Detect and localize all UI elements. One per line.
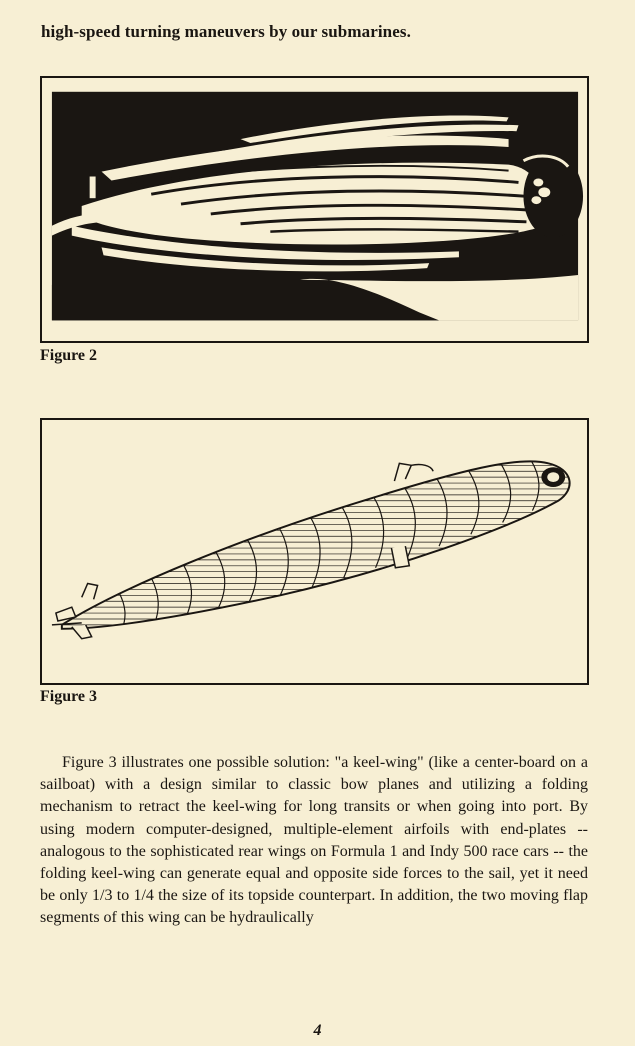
figure-2-caption: Figure 2 — [40, 347, 98, 364]
figure-2-image — [40, 76, 589, 343]
figure-3-caption: Figure 3 — [40, 688, 98, 705]
keel-wing-submarine-drawing — [42, 420, 587, 683]
body-paragraph: Figure 3 illustrates one possible solution: "a keel-wing" (like a center-board on a sailboat) with a design similar to classic bow planes and utilizing a folding mechanism to retract the keel-wing for long transits or when going into port. By using modern computer-designed, multiple-element airfoils with end-plates -- analogous to the sophisticated rear wings on Formula 1 and Indy 500 race cars -- the folding keel-wing can generate equal and opposite side forces to the sail, yet it need be only 1/3 to 1/4 the size of its topside counterpart. In addition, the two moving flap segments of this wing can be hydraulically — [40, 754, 588, 927]
continued-text-line: high-speed turning maneuvers by our submarines. — [41, 22, 411, 41]
page-number: 4 — [313, 1022, 322, 1039]
figure-3-image — [40, 418, 589, 685]
submarine-flow-illustration — [42, 78, 587, 341]
